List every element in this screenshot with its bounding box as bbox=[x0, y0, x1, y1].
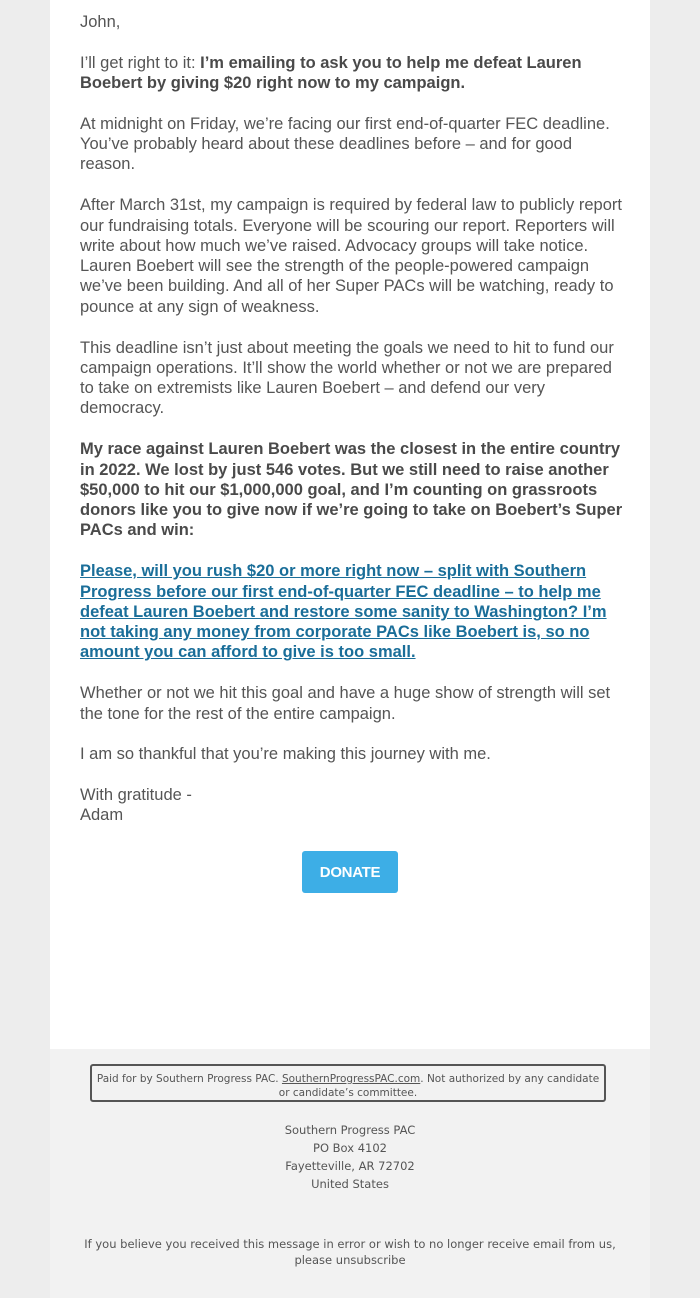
race-bold-text: My race against Lauren Boebert was the closest in the entire country in 2022. We lost by just 546 votes. But we still need to raise another $50,000 to hit our $1,000,000 goal, and I’m counting on grassroots donors like you to give now if we’re going to take on Boebert’s Super PACs and win: bbox=[80, 440, 623, 540]
paid-for-prefix: Paid for by Southern Progress PAC. bbox=[96, 1073, 282, 1085]
intro-bold-ask: I’m emailing to ask you to help me defeat Lauren Boebert by giving $20 right now to my campaign. bbox=[80, 53, 582, 93]
address-line: PO Box 4102 bbox=[313, 1141, 387, 1155]
unsubscribe-link[interactable]: unsubscribe bbox=[335, 1252, 406, 1267]
paragraph-thanks: I am so thankful that you’re making this journey with me. bbox=[80, 745, 491, 764]
paragraph-tone: Whether or not we hit this goal and have a huge show of strength will set the tone for the rest of the entire campaign. bbox=[80, 684, 611, 723]
email-footer bbox=[50, 1049, 650, 1298]
greeting: John, bbox=[80, 13, 121, 31]
email-body bbox=[80, 12, 625, 846]
paid-for-suffix: . Not authorized by any candidate or candidate’s committee. bbox=[278, 1073, 600, 1099]
paragraph-report: After March 31st, my campaign is required by federal law to publicly report our fundraising totals. Everyone will be scouring our report. Reporters will write about how much we’ve raised. Advocacy groups will take notice. Lauren Boebert will see the strength of the people-powered campaign we’ve been building. And all of her Super PACs will be watching, ready to pounce at any sign of weakness. bbox=[80, 196, 622, 316]
unsubscribe-text: If you believe you received this message in error or wish to no longer receive email from us, please bbox=[84, 1237, 616, 1267]
paragraph-cta bbox=[80, 561, 625, 662]
paragraph-deadline: At midnight on Friday, we’re facing our first end-of-quarter FEC deadline. You’ve probably heard about these deadlines before – and for good reason. bbox=[80, 114, 610, 174]
address-line: United States bbox=[311, 1177, 389, 1191]
paid-for-disclaimer bbox=[90, 1064, 606, 1102]
signoff: With gratitude - bbox=[80, 786, 192, 805]
intro-text: I’ll get right to it: bbox=[80, 53, 201, 72]
unsubscribe-notice bbox=[80, 1237, 620, 1268]
mailing-address bbox=[50, 1121, 650, 1193]
paragraph-intro bbox=[80, 53, 625, 94]
paragraph-democracy: This deadline isn’t just about meeting the goals we need to hit to fund our campaign operations. It’ll show the world whether or not we are prepared to take on extremists like Lauren Boebert – and defend our very democracy. bbox=[80, 338, 614, 418]
address-line: Fayetteville, AR 72702 bbox=[285, 1159, 415, 1173]
signoff-block bbox=[80, 785, 625, 826]
signature: Adam bbox=[80, 806, 124, 825]
paragraph-race bbox=[80, 439, 625, 540]
pac-website-link[interactable]: SouthernProgressPAC.com bbox=[281, 1073, 421, 1085]
address-line: Southern Progress PAC bbox=[284, 1123, 416, 1137]
donate-button[interactable]: DONATE bbox=[302, 851, 398, 893]
donate-cta-link[interactable]: Please, will you rush $20 or more right now – split with Southern Progress before our first end-of-quarter FEC deadline – to help me defeat Lauren Boebert and restore some sanity to Washington? I’m not taking any money from corporate PACs like Boebert is, so no amount you can afford to give is too small. bbox=[80, 562, 607, 662]
